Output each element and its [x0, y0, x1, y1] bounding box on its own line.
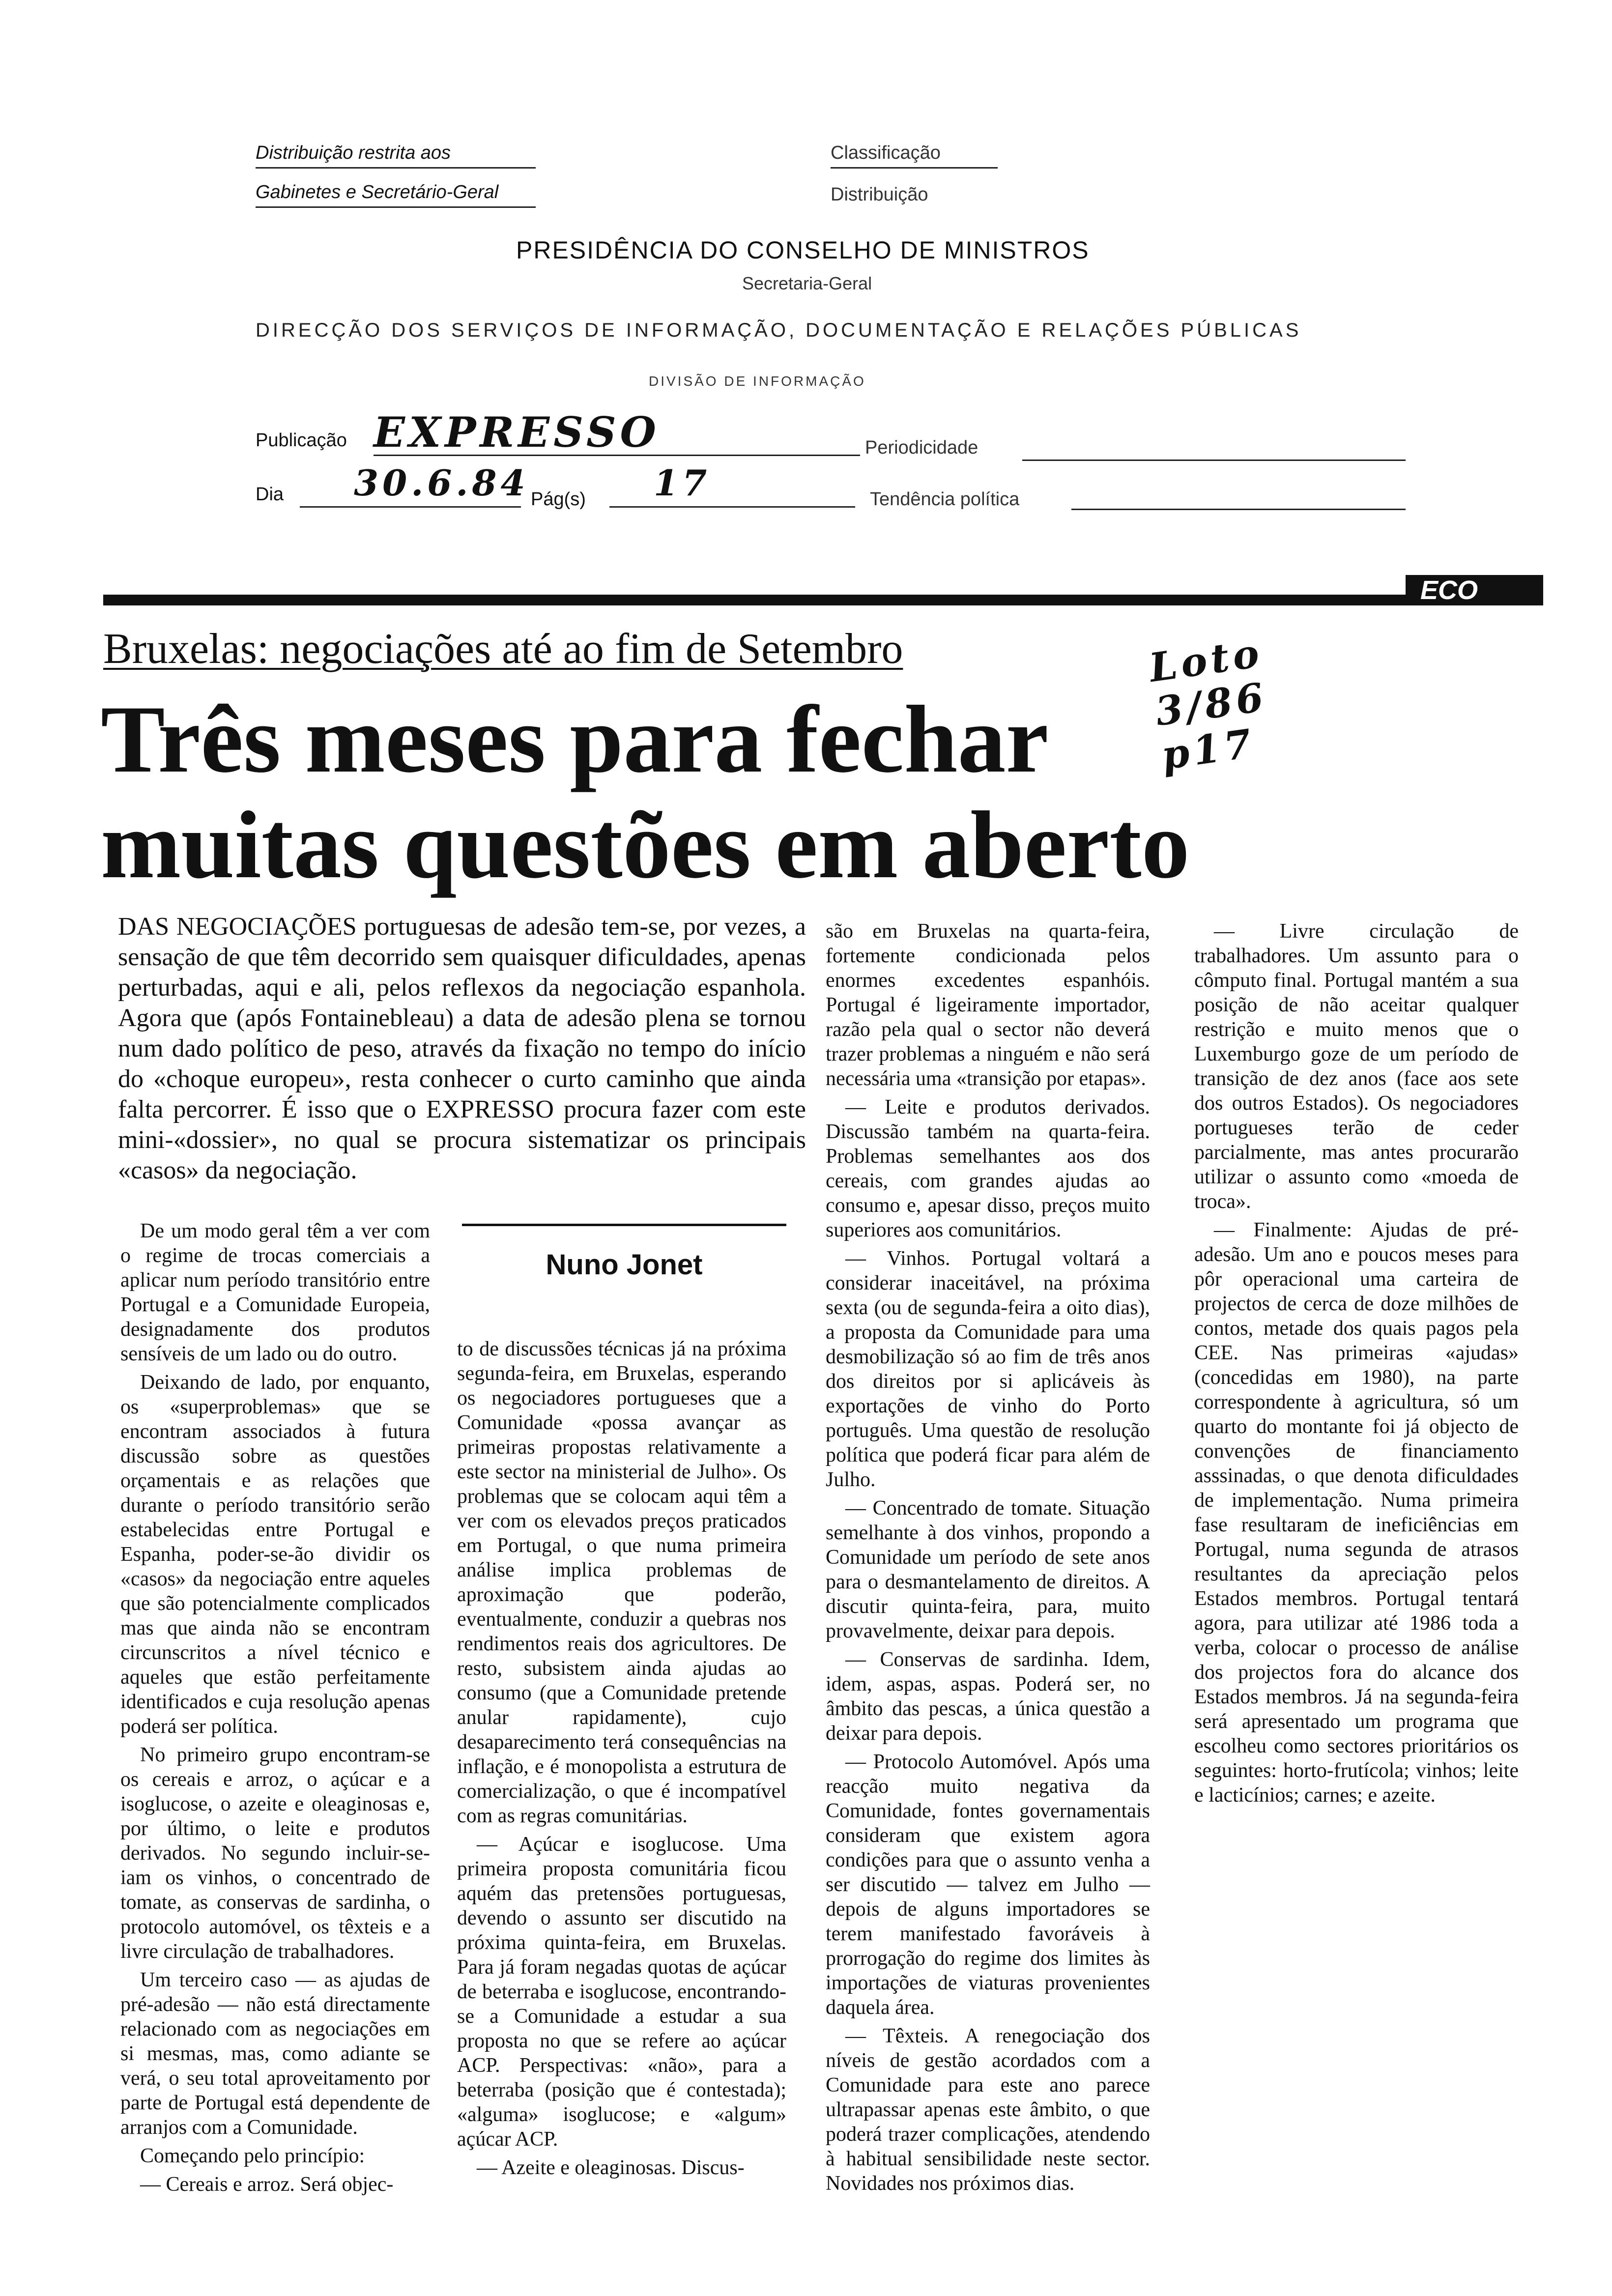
- byline: Nuno Jonet: [546, 1249, 703, 1281]
- paragraph: De um modo geral têm a ver com o regime de trocas comerciais a aplicar num período transitório entre Portugal e a Comunidade Europeia, designadamente dos produtos sensíveis de um lado ou do outro.: [120, 1220, 430, 1365]
- paragraph: — Vinhos. Portugal voltará a considerar inaceitável, na próxima sexta (ou de segunda-feira a oito dias), a proposta da Comunidade para uma desmobilização só ao fim de três anos dos direitos por si aplicáveis às exportações de vinho do Porto português. Uma questão de resolução política que poderá ficar para além de Julho.: [826, 1247, 1150, 1491]
- day-value: 30.6.84: [354, 462, 529, 504]
- paragraph: — Protocolo Automóvel. Após uma reacção muito negativa da Comunidade, fontes governamentais consideram que existem agora condições para que o assunto venha a ser discutido — talvez em Julho — depois de alguns importadores se terem manifestado favoráveis à prorrogação do regime dos limites às importações de viaturas provenientes daquela área.: [826, 1751, 1150, 2019]
- paragraph: — Leite e produtos derivados. Discussão também na quarta-feira. Problemas semelhantes aos dos cereais, com grandes ajudas ao consumo e, apesar disso, preços muito superiores aos comunitários.: [826, 1096, 1150, 1241]
- pages-label: Pág(s): [531, 489, 586, 510]
- directorate: DIRECÇÃO DOS SERVIÇOS DE INFORMAÇÃO, DOCUMENTAÇÃO E RELAÇÕES PÚBLICAS: [256, 319, 1302, 341]
- distribution-note-line2: Gabinetes e Secretário-Geral: [256, 182, 499, 202]
- lead-paragraph: [118, 912, 806, 1186]
- periodicity-label: Periodicidade: [865, 437, 979, 458]
- publication-value: EXPRESSO: [374, 408, 660, 457]
- divider: [1022, 459, 1406, 461]
- section-rule: [103, 595, 1519, 605]
- distribution-note-line1: Distribuição restrita aos: [256, 143, 451, 163]
- paragraph: — Livre circulação de trabalhadores. Um assunto para o cômputo final. Portugal mantém a sua posição de não aceitar qualquer restrição e muito menos que o Luxemburgo goze de um período de transição de dez anos (face aos sete dos outros Estados). Os negociadores portugueses terão de ceder parcialmente, mas antes procurarão utilizar o assunto como «moeda de troca».: [1194, 920, 1519, 1213]
- paragraph: Começando pelo princípio:: [140, 2145, 365, 2167]
- divider: [300, 506, 521, 508]
- byline-rule: [462, 1224, 786, 1226]
- tendency-label: Tendência política: [870, 489, 1020, 510]
- paragraph: — Azeite e oleaginosas. Discus-: [477, 2156, 745, 2179]
- divider: [256, 206, 536, 208]
- paragraph: — Concentrado de tomate. Situação semelhante à dos vinhos, propondo a Comunidade um período de sete anos para o desmantelamento de direitos. A discutir quinta-feira, para, muito provavelmente, deixar para depois.: [826, 1497, 1150, 1642]
- paragraph: Um terceiro caso — as ajudas de pré-adesão — não está directamente relacionado com as negociações em si mesmas, mas, como adiante se verá, o seu total aproveitamento por parte de Portugal está dependente de arranjos com a Comunidade.: [120, 1969, 430, 2139]
- paragraph: — Conservas de sardinha. Idem, idem, aspas, aspas. Poderá ser, no âmbito das pescas, a única questão a deixar para depois.: [826, 1648, 1150, 1745]
- column-3: [826, 919, 1150, 2200]
- paragraph: — Finalmente: Ajudas de pré-adesão. Um ano e poucos meses para pôr operacional uma carteira de projectos de cerca de doze milhões de contos, metade dos quais pagos pela CEE. Nas primeiras «ajudas» (concedidas em 1980), na parte correspondente à agricultura, só um quarto do montante foi já objecto de convenções de financiamento asssinadas, o que denota dificuldades de implementação. Numa primeira fase resultaram de ineficiências em Portugal, numa segunda de atrasos resultantes da apreciação pelos Estados membros. Portugal tentará agora, para utilizar até 1986 toda a verba, colocar o processo de análise dos projectos fora do alcance dos Estados membros. Já na segunda-feira será apresentado um programa que escolheu como sectores prioritários os seguintes: horto-frutícola; vinhos; leite e lacticínios; carnes; e azeite.: [1194, 1219, 1519, 1807]
- divider: [831, 167, 998, 169]
- column-1: [120, 1219, 430, 2201]
- handwritten-note: Loto 3/86 p17: [1146, 629, 1270, 779]
- divider: [1071, 509, 1406, 510]
- lead-text: portuguesas de adesão tem-se, por vezes, a sensação de que têm decorrido sem quaisquer dificuldades, apenas perturbadas, aqui e ali, pelos reflexos da negociação espanhola. Agora que (após Fontainebleau) a data de adesão plena se tornou num dado político de peso, através da fixação no tempo do início do «choque europeu», resta conhecer o curto caminho que ainda falta percorrer. É isso que o EXPRESSO procura fazer com este mini-«dossier», no qual se procura sistematizar os principais «casos» da negociação.: [118, 913, 806, 1184]
- section-tag: ECO: [1406, 575, 1543, 605]
- paragraph: Deixando de lado, por enquanto, os «superproblemas» que se encontram associados à futura discussão sobre as questões orçamentais e as relações que durante o período transitório serão estabelecidas entre Portugal e Espanha, poder-se-ão dividir os «casos» da negociação entre aqueles que são potencialmente complicados mas que ainda não se encontram circunscritos a nível técnico e aqueles que estão perfeitamente identificados e cuja resolução apenas poderá ser política.: [120, 1371, 430, 1738]
- column-2: [457, 1337, 786, 2184]
- paragraph: — Cereais e arroz. Será objec-: [140, 2173, 394, 2196]
- paragraph: No primeiro grupo encontram-se os cereais e arroz, o açúcar e a isoglucose, o azeite e oleaginosas e, por último, o leite e produtos derivados. No segundo incluir-se-iam os vinhos, o concentrado de tomate, as conservas de sardinha, o protocolo automóvel, os têxteis e a livre circulação de trabalhadores.: [120, 1744, 430, 1963]
- divider: [374, 455, 860, 456]
- secretariat: Secretaria-Geral: [742, 273, 872, 293]
- lead-caps: DAS NEGOCIAÇÕES: [118, 913, 357, 941]
- day-label: Dia: [256, 484, 284, 505]
- paragraph: — Têxteis. A renegociação dos níveis de gestão acordados com a Comunidade para este ano parece ultrapassar apenas este âmbito, o que poderá trazer complicações, atendendo à habitual sensibilidade neste sector. Novidades nos próximos dias.: [826, 2025, 1150, 2195]
- paragraph: são em Bruxelas na quarta-feira, fortemente condicionada pelos enormes excedentes espanhóis. Portugal é ligeiramente importador, razão pela qual o sector não deverá trazer problemas a ninguém e não será necessária uma «transição por etapas».: [826, 920, 1150, 1090]
- paragraph: — Açúcar e isoglucose. Uma primeira proposta comunitária ficou aquém das pretensões portuguesas, devendo o assunto ser discutido na próxima quinta-feira, em Bruxelas. Para já foram negadas quotas de açúcar de beterraba e isoglucose, encontrando-se a Comunidade a estudar a sua proposta no que se refere ao açúcar ACP. Perspectivas: «não», para a beterraba (posição que é contestada); «alguma» isoglucose; e «algum» açúcar ACP.: [457, 1833, 786, 2151]
- divider: [256, 167, 536, 169]
- kicker: Bruxelas: negociações até ao fim de Setembro: [103, 625, 903, 673]
- headline-line1: Três meses para fechar: [101, 686, 1049, 793]
- presidency-title: PRESIDÊNCIA DO CONSELHO DE MINISTROS: [516, 236, 1090, 264]
- column-4: [1194, 919, 1519, 1811]
- distribution-label: Distribuição: [831, 184, 928, 205]
- paragraph: to de discussões técnicas já na próxima segunda-feira, em Bruxelas, esperando os negociadores portugueses que a Comunidade «possa avançar as primeiras propostas relativamente a este sector na ministerial de Julho». Os problemas que se colocam aqui têm a ver com os elevados preços praticados em Portugal, o que numa primeira análise implica problemas de aproximação que poderão, eventualmente, conduzir a quebras nos rendimentos reais dos agricultores. De resto, subsistem ainda ajudas ao consumo (que a Comunidade pretende anular rapidamente), cujo desaparecimento terá consequências na inflação, e é monopolista a estrutura de comercialização, o que é incompatível com as regras comunitárias.: [457, 1338, 786, 1827]
- divider: [609, 506, 855, 508]
- division: DIVISÃO DE INFORMAÇÃO: [649, 373, 866, 389]
- publication-label: Publicação: [256, 430, 347, 451]
- headline-line2: muitas questões em aberto: [101, 792, 1190, 898]
- pages-value: 17: [654, 462, 711, 504]
- classification-label: Classificação: [831, 143, 941, 163]
